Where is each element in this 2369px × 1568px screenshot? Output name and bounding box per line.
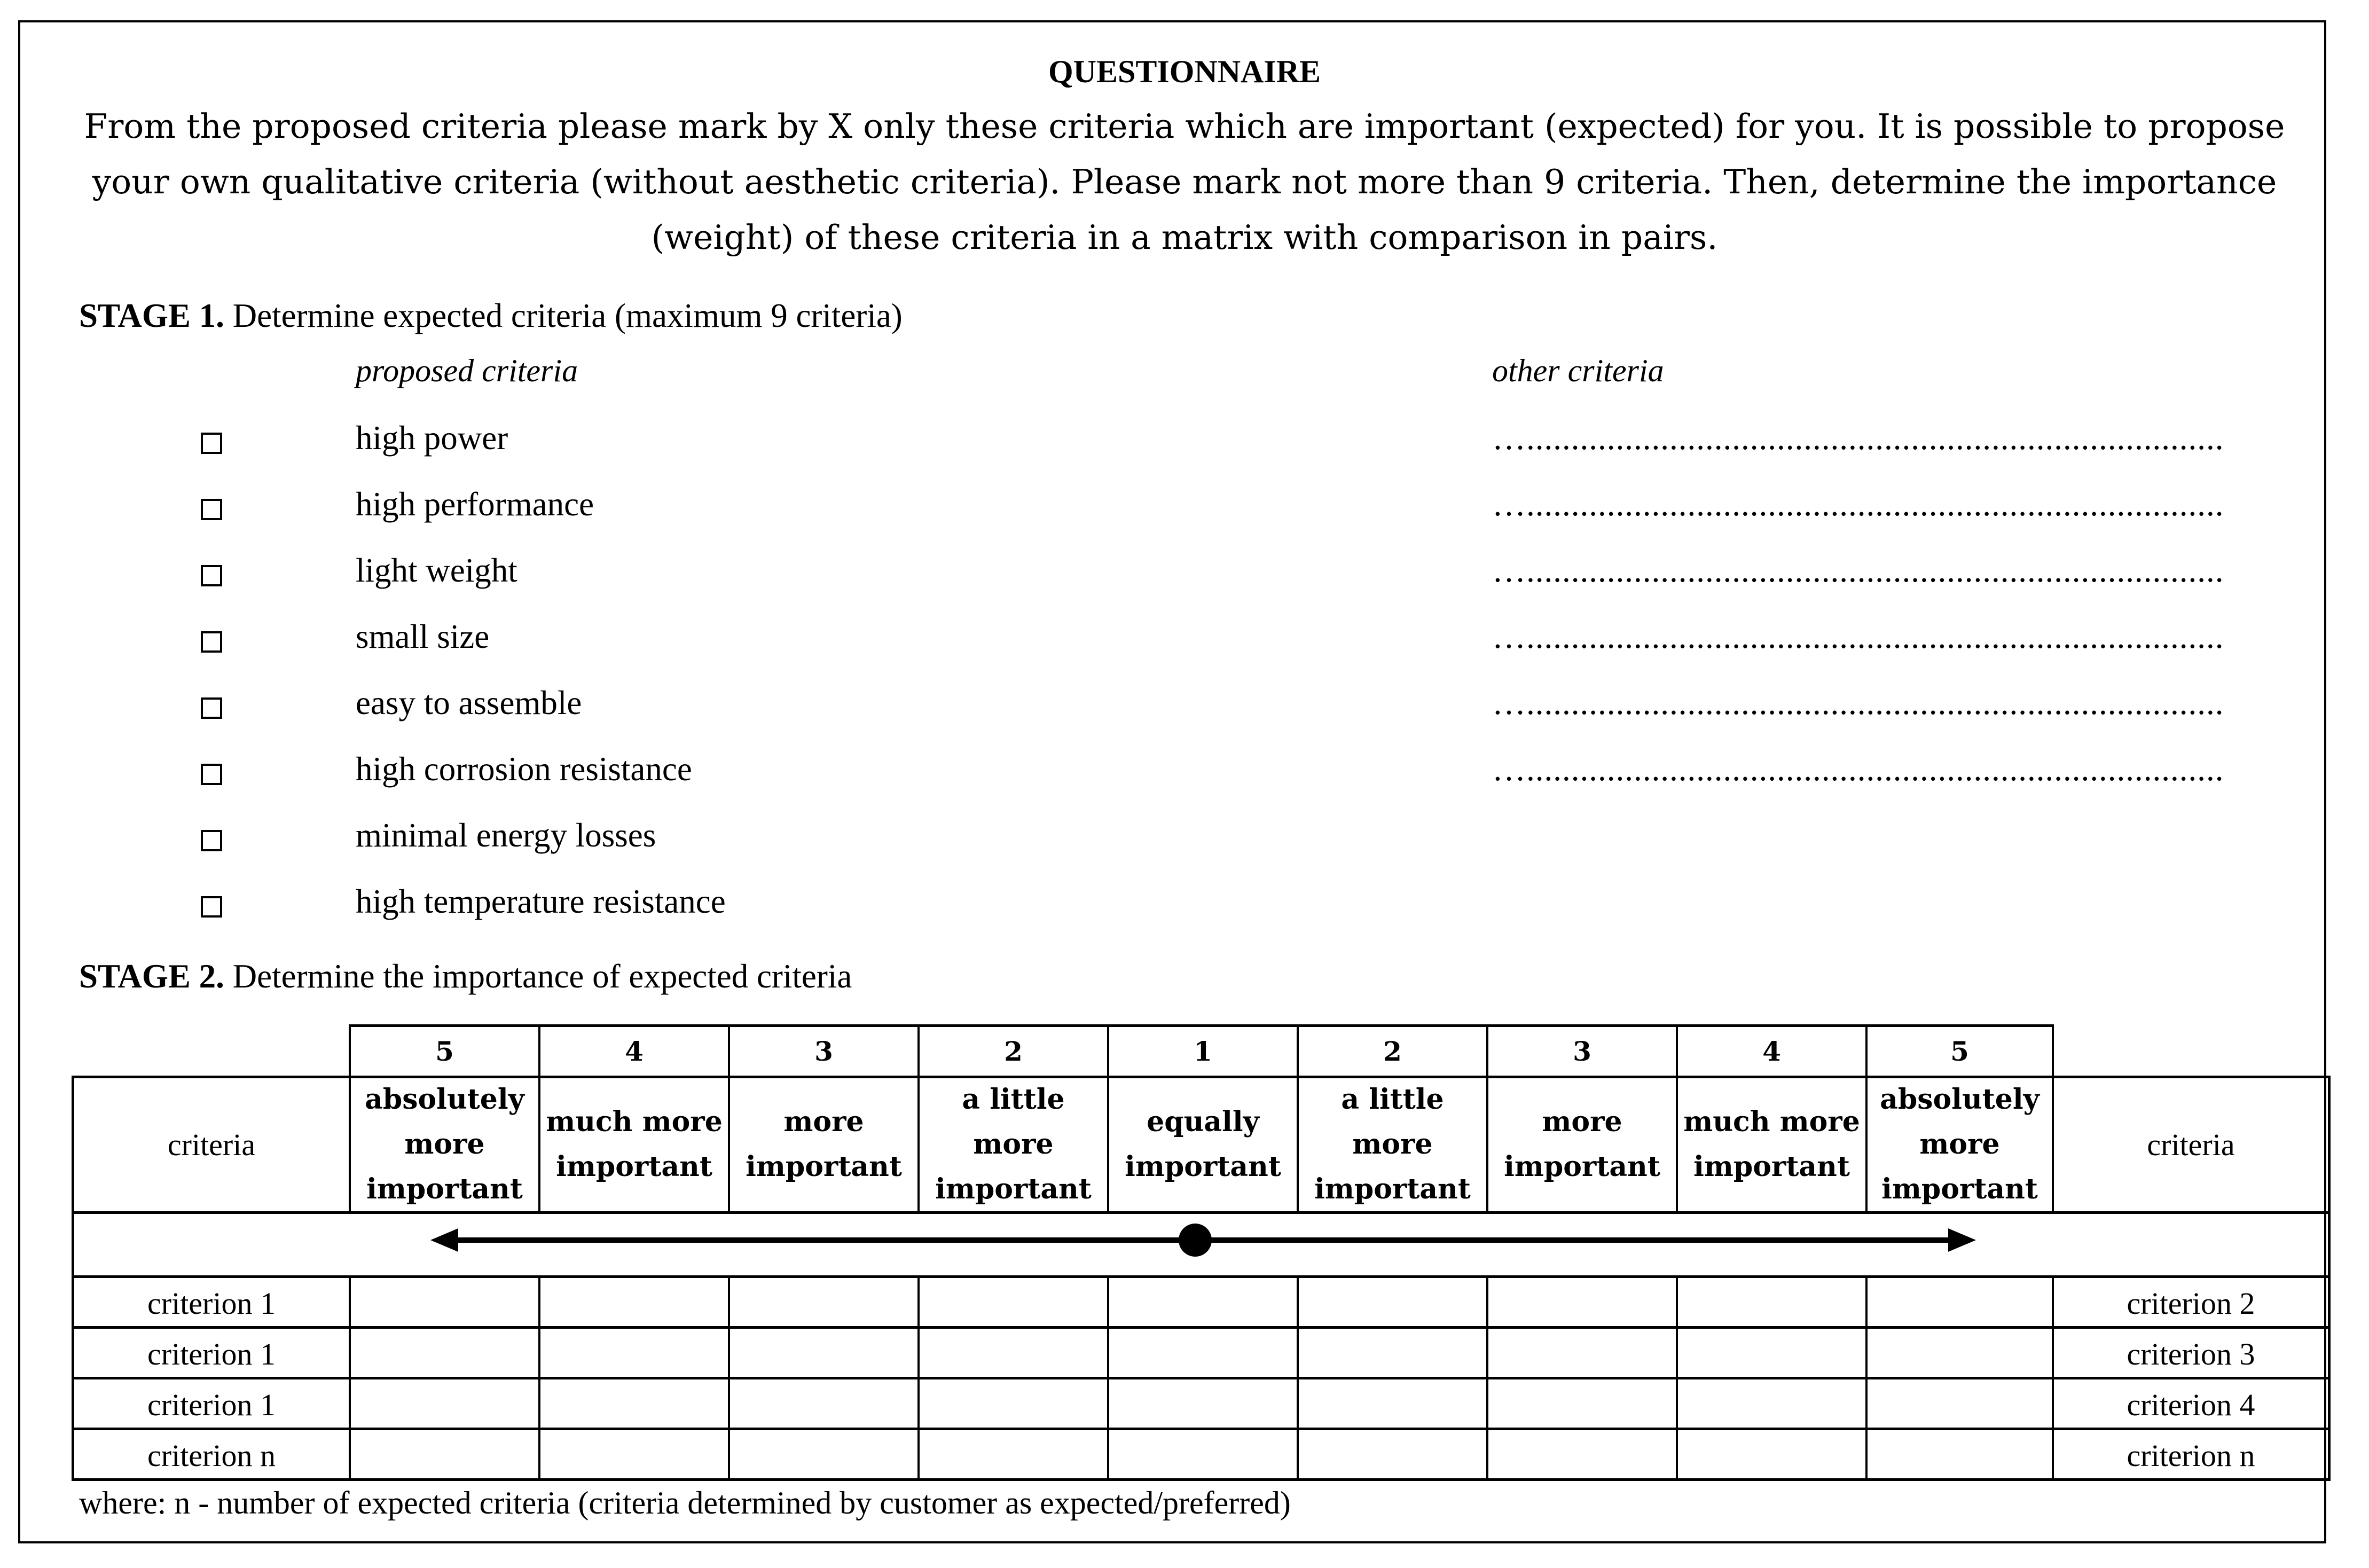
arrow-right-head bbox=[1948, 1228, 1976, 1252]
other-criteria-blank[interactable]: ….............................................................................. bbox=[1492, 419, 2224, 457]
scale-label: a little more important bbox=[1314, 1083, 1471, 1205]
row-left-criterion: criterion 1 bbox=[147, 1286, 276, 1321]
row-left-criterion: criterion n bbox=[147, 1438, 276, 1473]
other-criteria-blank[interactable]: ….............................................................................. bbox=[1492, 684, 2224, 722]
row-left-criterion: criterion 1 bbox=[147, 1387, 276, 1422]
criterion-label: high performance bbox=[356, 485, 594, 523]
other-criteria-heading: other criteria bbox=[1492, 353, 1664, 388]
stage1-label: STAGE 1. bbox=[79, 297, 224, 334]
scale-number: 5 bbox=[435, 1035, 454, 1067]
scale-label: absolutely more important bbox=[1880, 1083, 2039, 1205]
footnote: where: n - number of expected criteria (criteria determined by customer as expected/preferred) bbox=[79, 1485, 1291, 1520]
criterion-label: light weight bbox=[356, 552, 517, 589]
other-criteria-blank[interactable]: ….............................................................................. bbox=[1492, 552, 2224, 589]
row-right-criterion: criterion 2 bbox=[2127, 1286, 2255, 1321]
page-title: QUESTIONNAIRE bbox=[1048, 54, 1321, 89]
row-right-criterion: criterion 3 bbox=[2127, 1337, 2255, 1371]
scale-number: 2 bbox=[1004, 1035, 1023, 1067]
scale-label: equally important bbox=[1125, 1106, 1281, 1183]
row-left-criterion: criterion 1 bbox=[147, 1337, 276, 1371]
equal-importance-dot bbox=[1179, 1224, 1212, 1257]
criterion-label: easy to assemble bbox=[356, 684, 582, 722]
criteria-header-right: criteria bbox=[2147, 1127, 2235, 1162]
stage1-text: Determine expected criteria (maximum 9 criteria) bbox=[232, 297, 903, 334]
scale-number: 3 bbox=[1573, 1035, 1591, 1067]
scale-number: 5 bbox=[1950, 1035, 1969, 1067]
criterion-label: high temperature resistance bbox=[356, 883, 726, 920]
scale-label: absolutely more important bbox=[365, 1083, 524, 1205]
scale-label: much more important bbox=[546, 1106, 723, 1183]
row-right-criterion: criterion n bbox=[2127, 1438, 2255, 1473]
scale-number: 4 bbox=[1762, 1035, 1781, 1067]
criterion-label: small size bbox=[356, 618, 490, 655]
scale-number: 1 bbox=[1194, 1035, 1212, 1067]
other-criteria-blank[interactable]: ….............................................................................. bbox=[1492, 750, 2224, 788]
row-right-criterion: criterion 4 bbox=[2127, 1387, 2255, 1422]
criterion-label: high corrosion resistance bbox=[356, 750, 692, 788]
scale-label: more important bbox=[1504, 1106, 1660, 1183]
stage2-text: Determine the importance of expected criteria bbox=[232, 958, 852, 995]
scale-label: much more important bbox=[1683, 1106, 1860, 1183]
scale-label: a little more important bbox=[935, 1083, 1092, 1205]
scale-number: 3 bbox=[814, 1035, 833, 1067]
proposed-criteria-heading: proposed criteria bbox=[356, 353, 578, 388]
stage2-label: STAGE 2. bbox=[79, 958, 224, 995]
criteria-header-left: criteria bbox=[167, 1127, 256, 1162]
scale-number: 2 bbox=[1383, 1035, 1402, 1067]
intro-text: From the proposed criteria please mark by X only these criteria which are important (expected) for you. It is possible to propose your own qualitative criteria (without aesthetic criteria). Please mark not more than 9 criteria. Then, determine the importance (weight) of these criteria in a matrix with comparison in pairs. bbox=[84, 107, 2285, 257]
criterion-label: high power bbox=[356, 419, 508, 457]
scale-label: more important bbox=[746, 1106, 902, 1183]
criterion-label: minimal energy losses bbox=[356, 817, 656, 854]
arrow-left-head bbox=[430, 1228, 458, 1252]
other-criteria-blank[interactable]: ….............................................................................. bbox=[1492, 618, 2224, 655]
other-criteria-blank[interactable]: ….............................................................................. bbox=[1492, 485, 2224, 523]
scale-number: 4 bbox=[625, 1035, 644, 1067]
